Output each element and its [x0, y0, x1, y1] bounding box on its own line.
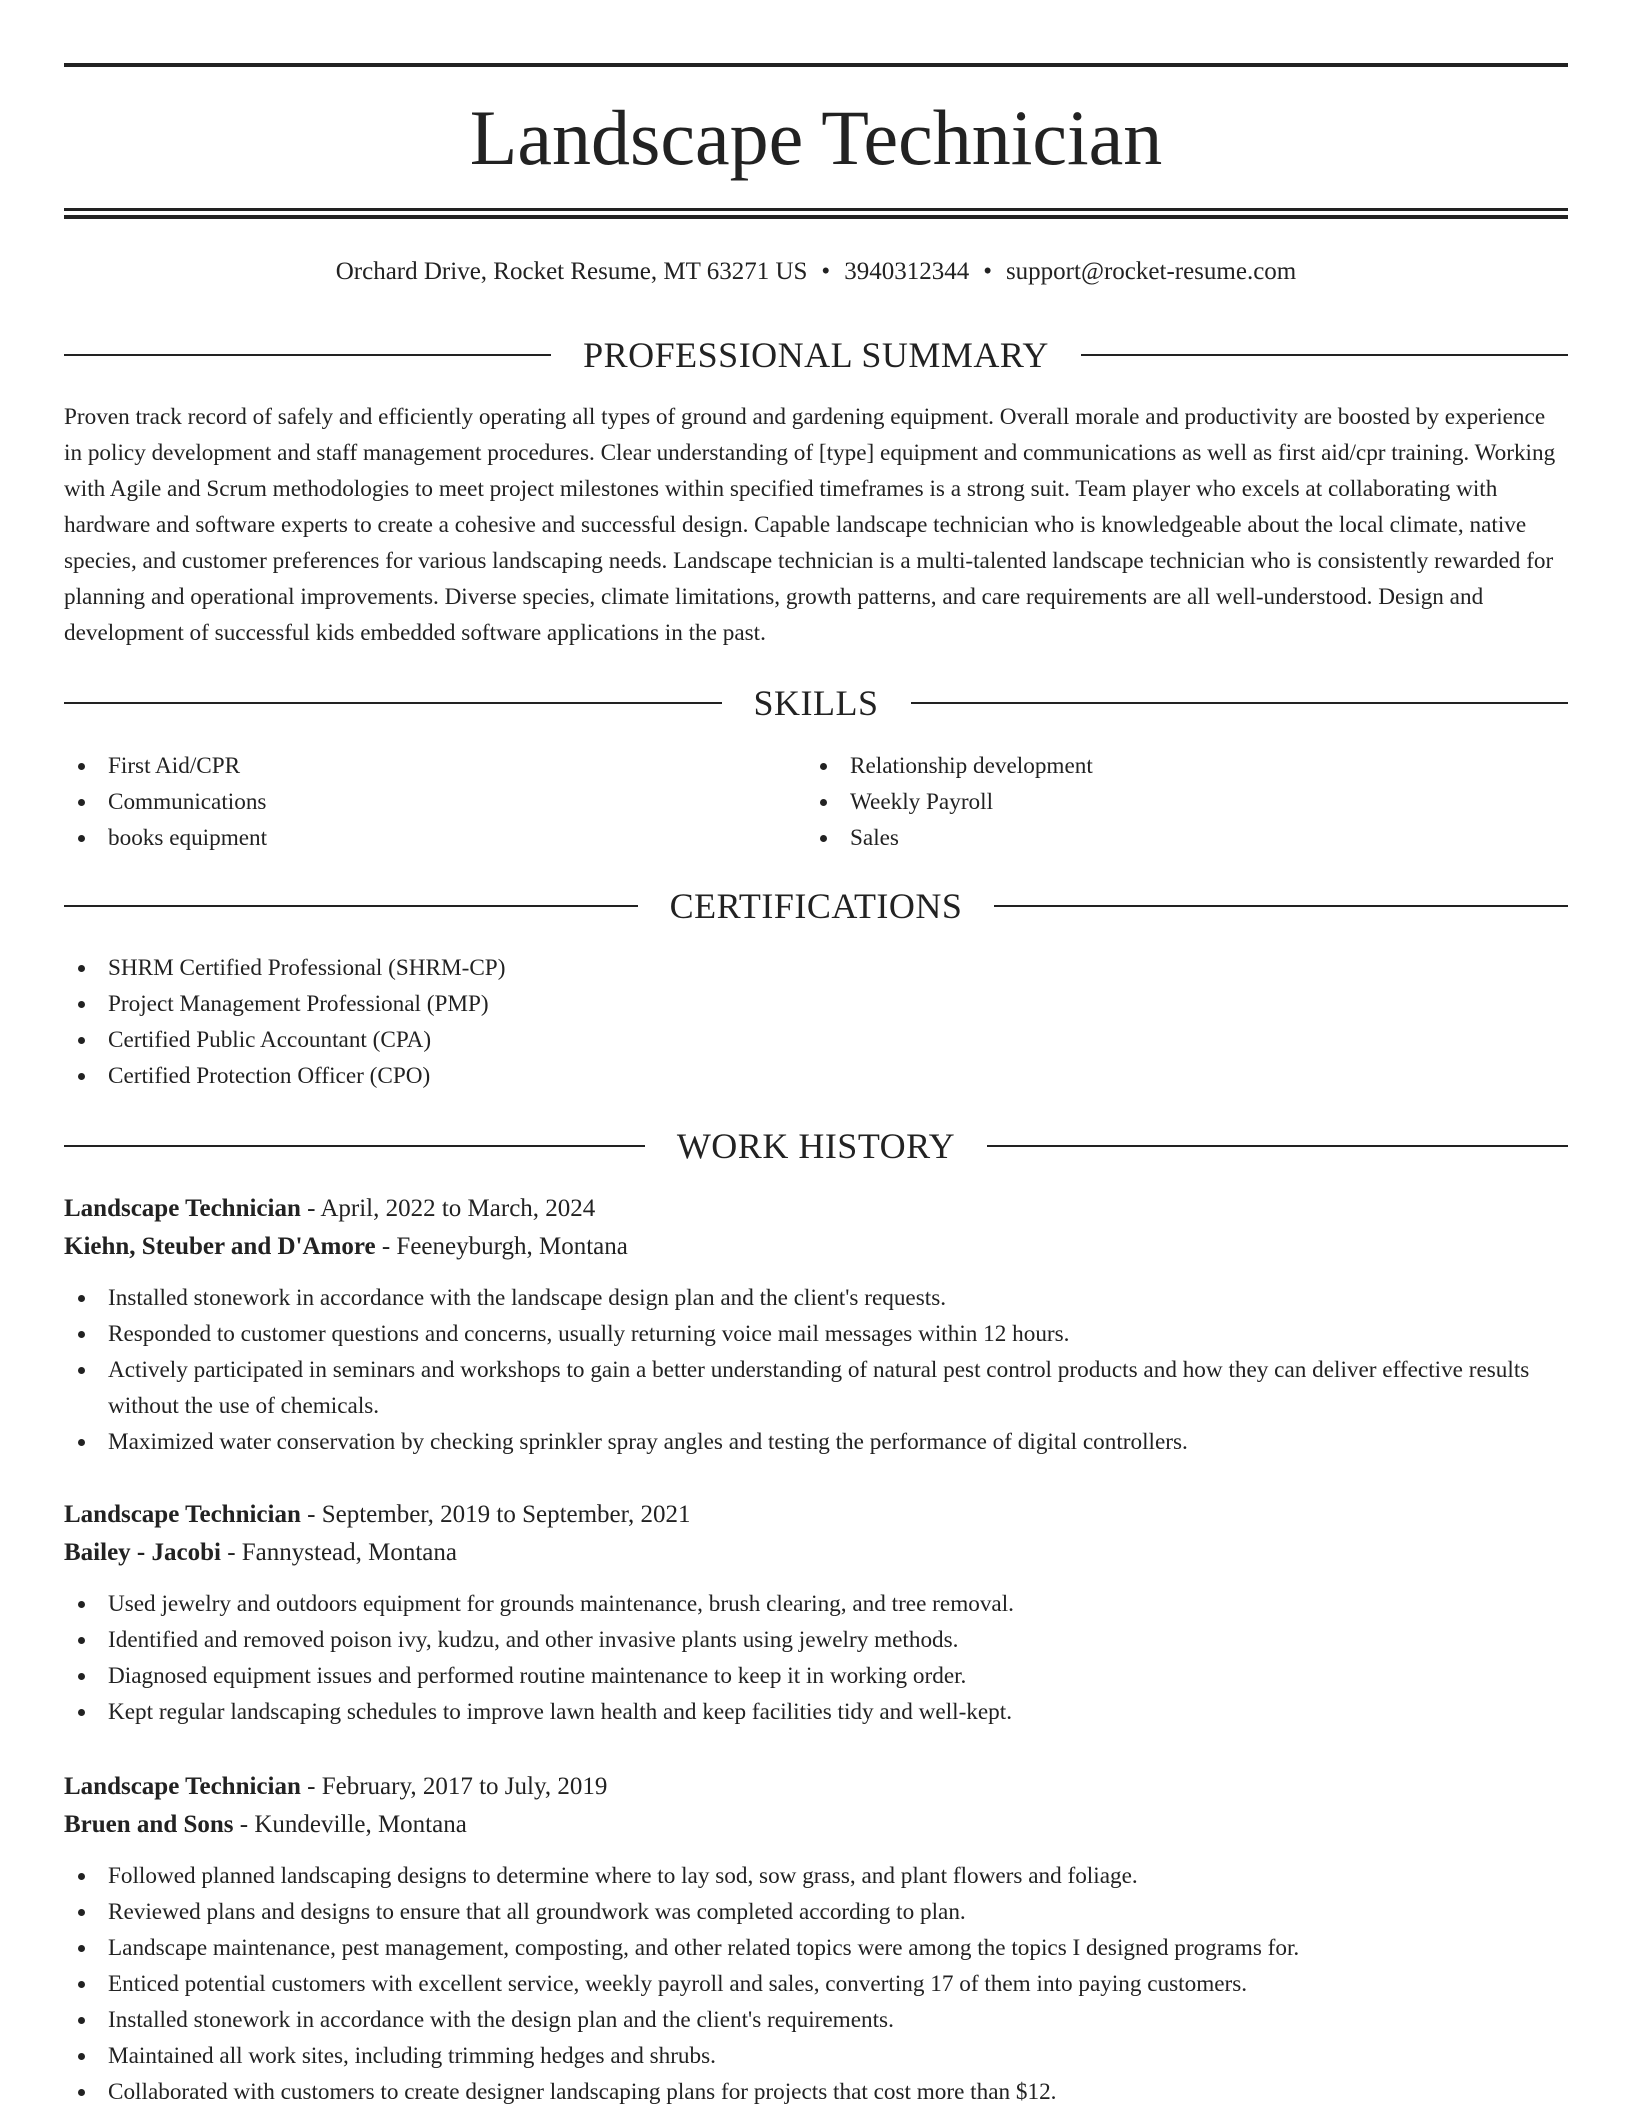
job-bullets	[64, 1858, 1568, 2110]
section-title: SKILLS	[753, 683, 879, 723]
job-bullet: Followed planned landscaping designs to determine where to lay sod, sow grass, and plant flowers and foliage.	[64, 1858, 1568, 1894]
divider-line	[64, 354, 551, 356]
job-bullets	[64, 1586, 1568, 1730]
contact-separator: •	[821, 258, 831, 285]
job-company-line	[64, 1534, 1568, 1572]
section-title: PROFESSIONAL SUMMARY	[583, 335, 1049, 375]
job-dates: - September, 2019 to September, 2021	[300, 1501, 691, 1528]
job-company: Bruen and Sons	[64, 1811, 234, 1838]
job-bullet: Landscape maintenance, pest management, composting, and other related topics were among the topics I designed programs for.	[64, 1930, 1568, 1966]
job-location: - Kundeville, Montana	[233, 1811, 467, 1838]
job-entry	[64, 1190, 1568, 1460]
divider-line	[987, 1145, 1568, 1147]
divider-line	[1081, 354, 1568, 356]
work-history-heading	[64, 1123, 1568, 1169]
summary-heading	[64, 332, 1568, 378]
summary-text: Proven track record of safely and efficiently operating all types of ground and gardening equipment. Overall morale and productivity are boosted by experience in policy development and staff management procedures. Clear understanding of [type] equipment and communications as well as first aid/cpr training. Working with Agile and Scrum methodologies to meet project milestones within specified timeframes is a strong suit. Team player who excels at collaborating with hardware and software experts to create a cohesive and successful design. Capable landscape technician who is knowledgeable about the local climate, native species, and customer preferences for various landscaping needs. Landscape technician is a multi-talented landscape technician who is consistently rewarded for planning and operational improvements. Diverse species, climate limitations, growth patterns, and care requirements are all well-understood. Design and development of successful kids embedded software applications in the past.	[64, 404, 1556, 646]
job-bullets	[64, 1280, 1568, 1460]
job-dates: - February, 2017 to July, 2019	[300, 1773, 608, 1800]
divider-line	[994, 905, 1568, 907]
job-entry	[64, 1496, 1568, 1730]
job-bullet: Diagnosed equipment issues and performed routine maintenance to keep it in working order.	[64, 1658, 1568, 1694]
job-bullet: Collaborated with customers to create designer landscaping plans for projects that cost more than $12.	[64, 2074, 1568, 2110]
header-top-rule	[64, 63, 1568, 67]
divider-line	[64, 905, 638, 907]
job-location: - Fannystead, Montana	[220, 1539, 457, 1566]
job-title: Landscape Technician	[64, 1773, 301, 1800]
job-title: Landscape Technician	[64, 1195, 301, 1222]
job-company-line	[64, 1228, 1568, 1266]
contact-address: Orchard Drive, Rocket Resume, MT 63271 US	[335, 258, 808, 285]
certification-item: Certified Protection Officer (CPO)	[64, 1058, 1568, 1094]
divider-line	[64, 1145, 645, 1147]
contact-email[interactable]: support@rocket-resume.com	[1005, 258, 1297, 285]
job-bullet: Maintained all work sites, including trimming hedges and shrubs.	[64, 2038, 1568, 2074]
job-title-line	[64, 1496, 1568, 1534]
skill-item: Sales	[806, 820, 1568, 856]
job-bullet: Reviewed plans and designs to ensure that all groundwork was completed according to plan.	[64, 1894, 1568, 1930]
header-double-rule-upper	[64, 208, 1568, 211]
skill-item: Communications	[64, 784, 806, 820]
job-bullet: Maximized water conservation by checking sprinkler spray angles and testing the performance of digital controllers.	[64, 1424, 1568, 1460]
divider-line	[911, 702, 1569, 704]
certification-item: Project Management Professional (PMP)	[64, 986, 1568, 1022]
skills-list-right	[806, 748, 1568, 856]
skill-item: Relationship development	[806, 748, 1568, 784]
section-title: WORK HISTORY	[676, 1126, 956, 1166]
certifications-list	[64, 950, 1568, 1094]
job-bullet: Responded to customer questions and concerns, usually returning voice mail messages within 12 hours.	[64, 1316, 1568, 1352]
contact-line	[64, 255, 1568, 289]
skills-list-left	[64, 748, 806, 856]
job-bullet: Enticed potential customers with excellent service, weekly payroll and sales, converting 17 of them into paying customers.	[64, 1966, 1568, 2002]
skill-item: books equipment	[64, 820, 806, 856]
job-dates: - April, 2022 to March, 2024	[300, 1195, 596, 1222]
job-company: Kiehn, Steuber and D'Amore	[64, 1233, 376, 1260]
skills-heading	[64, 680, 1568, 726]
skill-item: Weekly Payroll	[806, 784, 1568, 820]
page-title: Landscape Technician	[469, 94, 1163, 181]
job-title-line	[64, 1768, 1568, 1806]
job-location: - Feeneyburgh, Montana	[375, 1233, 628, 1260]
job-bullet: Actively participated in seminars and workshops to gain a better understanding of natural pest control products and how they can deliver effective results without the use of chemicals.	[64, 1352, 1568, 1424]
job-bullet: Installed stonework in accordance with the design plan and the client's requirements.	[64, 2002, 1568, 2038]
job-company: Bailey - Jacobi	[64, 1539, 221, 1566]
skill-item: First Aid/CPR	[64, 748, 806, 784]
job-bullet: Used jewelry and outdoors equipment for grounds maintenance, brush clearing, and tree removal.	[64, 1586, 1568, 1622]
certification-item: Certified Public Accountant (CPA)	[64, 1022, 1568, 1058]
job-bullet: Identified and removed poison ivy, kudzu, and other invasive plants using jewelry methods.	[64, 1622, 1568, 1658]
section-title: CERTIFICATIONS	[669, 886, 963, 926]
job-title-line	[64, 1190, 1568, 1228]
divider-line	[64, 702, 722, 704]
job-title: Landscape Technician	[64, 1501, 301, 1528]
contact-phone: 3940312344	[844, 258, 970, 285]
job-entry	[64, 1768, 1568, 2110]
job-bullet: Installed stonework in accordance with the landscape design plan and the client's requests.	[64, 1280, 1568, 1316]
certification-item: SHRM Certified Professional (SHRM-CP)	[64, 950, 1568, 986]
contact-separator: •	[983, 258, 992, 285]
certifications-heading	[64, 883, 1568, 929]
job-bullet: Kept regular landscaping schedules to improve lawn health and keep facilities tidy and well-kept.	[64, 1694, 1568, 1730]
job-company-line	[64, 1806, 1568, 1844]
header-double-rule-lower	[64, 215, 1568, 219]
